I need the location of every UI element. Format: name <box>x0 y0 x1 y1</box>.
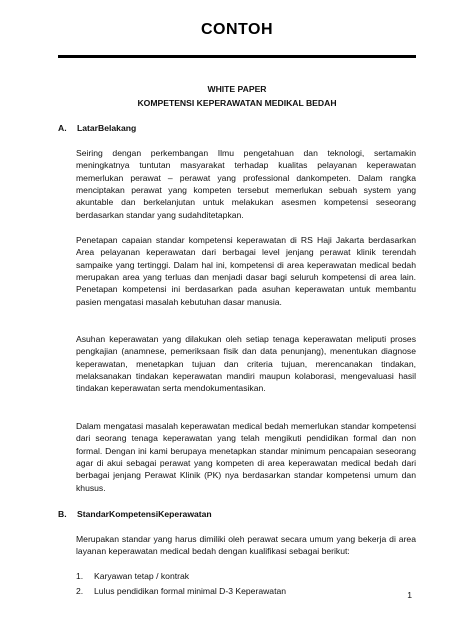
paragraph-a1: Seiring dengan perkembangan Ilmu pengetahuan dan teknologi, sertamakin meningkatnya tuntutan masyarakat terhadap kualitas pelayanan keperawatan memerlukan perawat – perawat yang professional dankompeten. Dalam rangka menciptakan perawat yang kompeten tersebut memerlukan sebuah system yang akuntable dan berkelanjutan untuk melakukan asesmen kompetensi seseorang berdasarkan standar yang sudahditetapkan. <box>76 148 416 220</box>
list-item-text: Lulus pendidikan formal minimal D-3 Keperawatan <box>94 586 287 596</box>
list-item <box>76 570 189 582</box>
section-number: A. <box>58 123 67 133</box>
page-number: 1 <box>407 590 412 600</box>
section-title: LatarBelakang <box>77 123 137 133</box>
paragraph-a2: Penetapan capaian standar kompetensi keperawatan di RS Haji Jakarta berdasarkan Area pelayanan keperawatan dari berbagai level jenjang perawat klinik terendah sampaike yang tertinggi. Dalam hal ini, kompetensi di area keperawatan medical bedah merupakan area yang terluas dan menjadi dasar bagi seluruh kompetensi di area lain. Penetapan kompetensi ini berdasarkan pada asuhan keperawatan untuk membantu pasien mengatasi masalah kebutuhan dasar manusia. <box>76 235 416 307</box>
section-heading-a <box>58 122 136 134</box>
document-subtitle: KOMPETENSI KEPERAWATAN MEDIKAL BEDAH <box>137 98 337 108</box>
paragraph-a4: Dalam mengatasi masalah keperawatan medical bedah memerlukan standar kompetensi dari seorang tenaga keperawatan yang telah mengikuti pendidikan formal dan non formal. Dengan ini kami berupaya menetapkan standar minimum pencapaian seseorang agar di akui sebagai perawat yang kompeten di area keperawatan medical bedah dari berbagai jenjang Perawat Klinik (PK) nya berdasarkan standar kompetensi umum dan khusus. <box>76 421 416 493</box>
paragraph-a3: Asuhan keperawatan yang dilakukan oleh setiap tenaga keperawatan meliputi proses pengkajian (anamnese, pemeriksaan fisik dan data penunjang), menentukan diagnose keperawatan, menetapkan tujuan dan criteria tujuan, merencanakan tindakan, melaksanakan tindakan keperawatan mandiri maupun kolaborasi, mengevaluasi hasil tindakan keperawatan serta mendokumentasikan. <box>76 334 416 394</box>
list-item-number: 2. <box>76 586 84 596</box>
banner-title: CONTOH <box>200 21 274 38</box>
section-number: B. <box>58 509 67 519</box>
document-title: WHITE PAPER <box>207 84 267 94</box>
paragraph-b1: Merupakan standar yang harus dimiliki oleh perawat secara umum yang bekerja di area layanan keperawatan medical bedah dengan kualifikasi sebagai berikut: <box>76 534 416 557</box>
list-item-number: 1. <box>76 571 84 581</box>
section-heading-b <box>58 508 212 520</box>
section-title: StandarKompetensiKeperawatan <box>77 509 212 519</box>
list-item-text: Karyawan tetap / kontrak <box>94 571 190 581</box>
list-item <box>76 585 286 597</box>
